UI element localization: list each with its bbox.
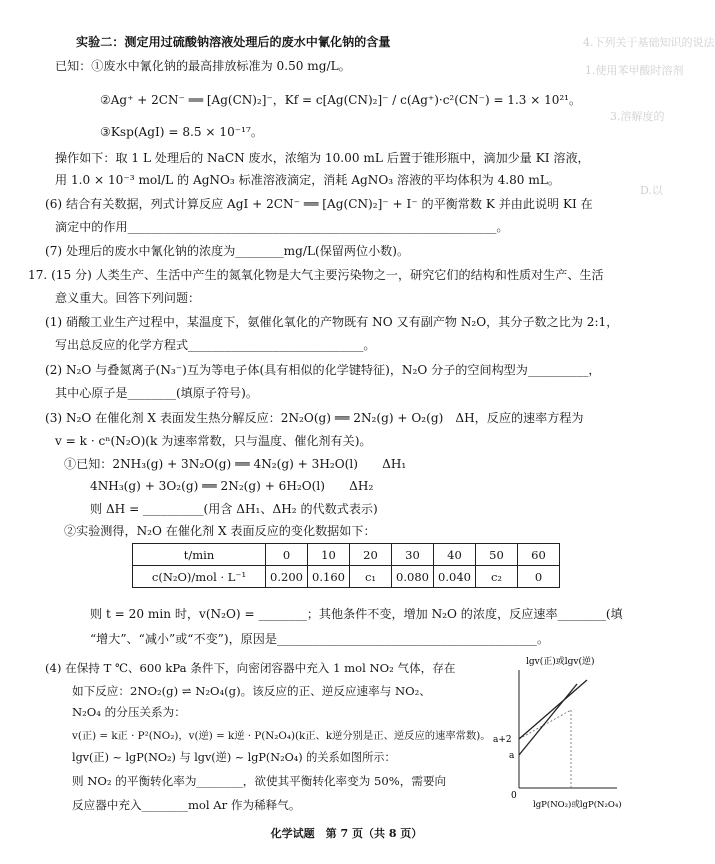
procedure-1: 操作如下：取 1 L 处理后的 NaCN 废水，浓缩为 10.00 mL 后置于锥形瓶中，滴加少量 KI 溶液，	[55, 151, 590, 165]
table-cell: 0.080	[392, 566, 434, 588]
table-row	[133, 566, 560, 588]
bleed-text: 4.下列关于基础知识的说法	[583, 36, 715, 49]
graph-intro: lgv(正) ~ lgP(NO₂) 与 lgv(逆) ~ lgP(N₂O₄) 的关系如图所示：	[72, 751, 396, 764]
table-cell: 0	[266, 544, 308, 566]
given-reaction-2: 4NH₃(g) + 3O₂(g) ══ 2N₂(g) + 6H₂O(l) ΔH₂	[90, 479, 374, 493]
known-3: ③Ksp(AgI) = 8.5 × 10⁻¹⁷。	[100, 125, 263, 139]
question-17-intro: 17. (15 分) 人类生产、生活中产生的氮氧化物是大气主要污染物之一，研究它们的结构和性质对生产、生活	[28, 268, 604, 282]
table-cell: c₁	[350, 566, 392, 588]
table-cell: 10	[308, 544, 350, 566]
given-reaction-1: ①已知：2NH₃(g) + 3N₂O(g) ══ 4N₂(g) + 3H₂O(l) ΔH₁	[64, 457, 407, 471]
question-17-intro-2: 意义重大。回答下列问题：	[55, 291, 201, 305]
question-6-blank: 滴定中的作用_____________________________________________________________。	[55, 220, 509, 234]
plot-line-shallow	[519, 684, 577, 755]
table-cell: 30	[392, 544, 434, 566]
q3-answer-line-1: 则 t = 20 min 时，v(N₂O) = ________；其他条件不变，增加 N₂O 的浓度，反应速率________(填	[90, 607, 623, 621]
table-cell: 40	[434, 544, 476, 566]
q17-part-2: (2) N₂O 与叠氮离子(N₃⁻)互为等电子体(具有相似的化学键特征)，N₂O 分子的空间构型为__________，	[45, 363, 601, 377]
table-cell: c₂	[476, 566, 518, 588]
bleed-text: D.以	[640, 184, 663, 197]
conversion-question: 则 NO₂ 的平衡转化率为________，欲使其平衡转化率变为 50%，需要向	[72, 774, 447, 788]
procedure-2: 用 1.0 × 10⁻³ mol/L 的 AgNO₃ 标准溶液滴定，消耗 AgNO₃ 溶液的平均体积为 4.80 mL。	[55, 173, 560, 187]
q3-answer-line-2: “增大”、“减小”或“不变”)，原因是___________________________________________。	[90, 632, 550, 646]
page-footer: 化学试题 第 7 页（共 8 页）	[270, 827, 423, 840]
table-intro: ②实验测得，N₂O 在催化剂 X 表面反应的变化数据如下：	[64, 524, 376, 538]
guide-line	[519, 710, 571, 739]
table-header-cell: c(N₂O)/mol · L⁻¹	[133, 566, 266, 588]
question-7: (7) 处理后的废水中氰化钠的浓度为________mg/L(保留两位小数)。	[45, 244, 410, 258]
experiment-heading: 实验二：测定用过硫酸钠溶液处理后的废水中氰化钠的含量	[76, 35, 391, 49]
rate-graph	[493, 650, 645, 830]
argon-question: 反应器中充入________mol Ar 作为稀释气。	[72, 798, 301, 812]
q17-part-1: (1) 硝酸工业生产过程中，某温度下，氨催化氧化的产物既有 NO 又有副产物 N₂O，其分子数之比为 2:1，	[45, 315, 619, 329]
delta-h-question: 则 ΔH = __________(用含 ΔH₁、ΔH₂ 的代数式表示)	[90, 502, 378, 516]
table-cell: 60	[518, 544, 560, 566]
plot-line-steep	[519, 680, 587, 739]
q17-part-2-blank: 其中心原子是________(填原子符号)。	[55, 386, 258, 400]
q17-part-4: (4) 在保持 T ℃、600 kPa 条件下，向密闭容器中充入 1 mol NO₂ 气体，存在	[45, 661, 456, 675]
bleed-text: 3.溶解度的	[610, 110, 665, 123]
tick-label: a	[509, 751, 515, 761]
y-axis-label: lgv(正)或lgv(逆)	[526, 657, 595, 667]
q17-part-4-reaction: 如下反应：2NO₂(g) ⇌ N₂O₄(g)。该反应的正、逆反应速率与 NO₂、	[72, 684, 431, 698]
table-row	[133, 544, 560, 566]
data-table	[132, 543, 560, 588]
known-1: 已知：①废水中氰化钠的最高排放标准为 0.50 mg/L。	[55, 59, 351, 73]
known-2-formula: ②Ag⁺ + 2CN⁻ ══ [Ag(CN)₂]⁻，Kf = c[Ag(CN)₂]⁻ / c(Ag⁺)·c²(CN⁻) = 1.3 × 10²¹。	[100, 93, 581, 107]
rate-equation: v = k · cⁿ(N₂O)(k 为速率常数，只与温度、催化剂有关)。	[55, 434, 372, 448]
origin-label: 0	[511, 791, 517, 801]
q17-part-3: (3) N₂O 在催化剂 X 表面发生热分解反应：2N₂O(g) ══ 2N₂(g) + O₂(g) ΔH，反应的速率方程为	[45, 411, 584, 425]
tick-label: a+2	[493, 735, 512, 745]
x-axis-label: lgP(NO₂)或lgP(N₂O₄)	[533, 800, 622, 810]
table-cell: 20	[350, 544, 392, 566]
q17-part-1-blank: 写出总反应的化学方程式_____________________________。	[55, 338, 376, 352]
table-header-cell: t/min	[133, 544, 266, 566]
table-cell: 50	[476, 544, 518, 566]
table-cell: 0	[518, 566, 560, 588]
rate-expressions: v(正) = k正 · P²(NO₂)，v(逆) = k逆 · P(N₂O₄)(k正、k逆分别是正、逆反应的速率常数)。	[72, 730, 491, 742]
q17-part-4-pressure: N₂O₄ 的分压关系为：	[72, 705, 186, 719]
table-cell: 0.160	[308, 566, 350, 588]
bleed-text: 1.使用苯甲酸时溶剂	[585, 64, 684, 77]
table-cell: 0.040	[434, 566, 476, 588]
question-6: (6) 结合有关数据，列式计算反应 AgI + 2CN⁻ ══ [Ag(CN)₂]⁻ + I⁻ 的平衡常数 K 并由此说明 KI 在	[45, 197, 593, 211]
table-cell: 0.200	[266, 566, 308, 588]
